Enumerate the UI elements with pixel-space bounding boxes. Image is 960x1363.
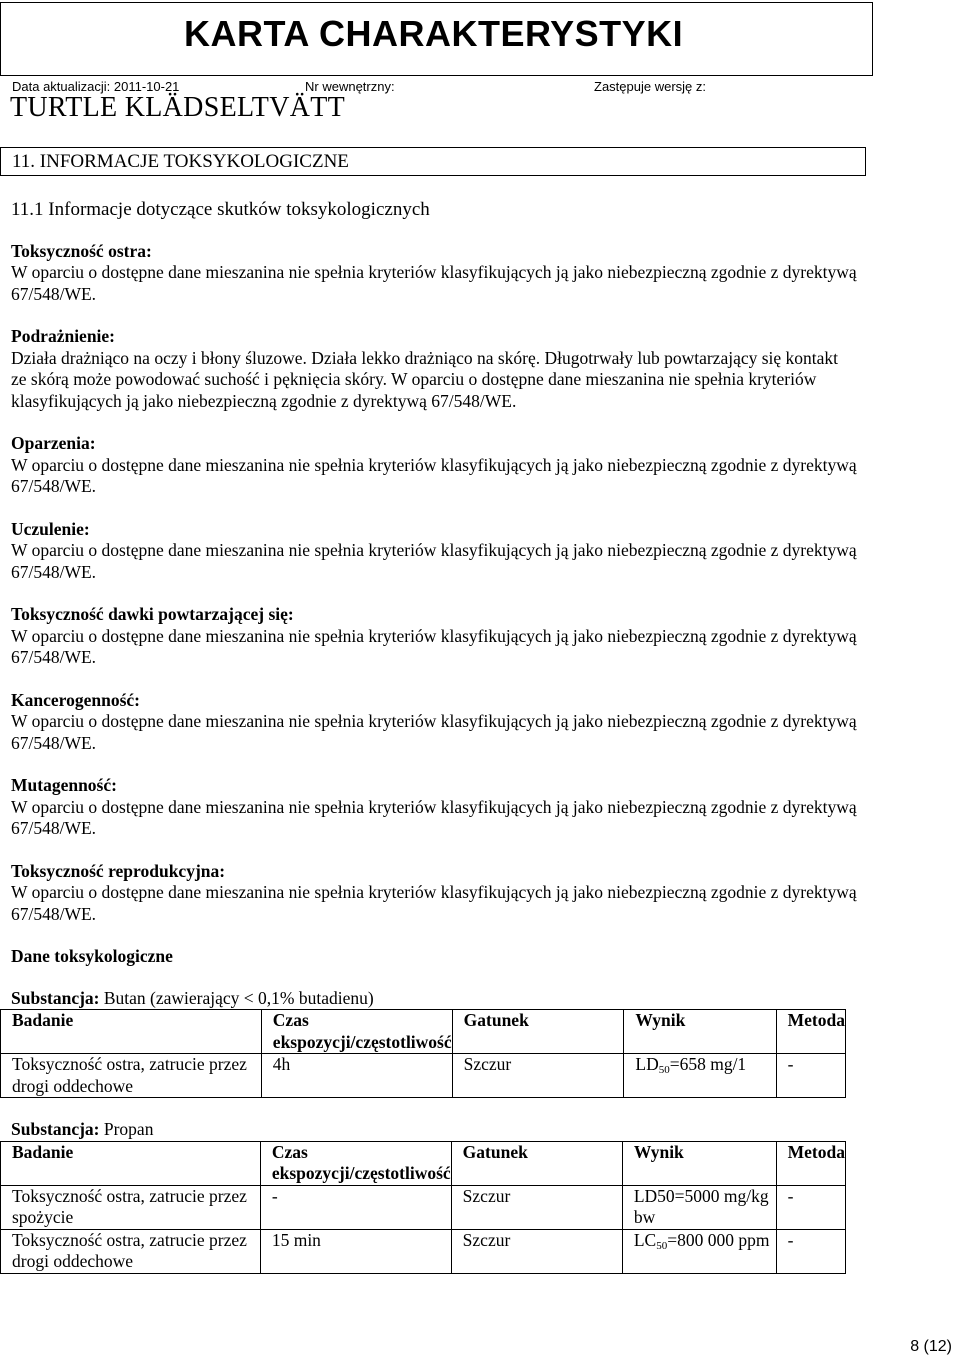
column-header: Badanie (1, 1141, 261, 1185)
block-text: W oparciu o dostępne dane mieszanina nie spełnia kryteriów klasyfikujących ją jako niebezpieczną zgodnie z dyrektywą 67/548/WE. (11, 540, 857, 582)
column-header: Wynik (624, 1010, 776, 1054)
page-number: 8 (12) (910, 1338, 952, 1355)
block-irritation (11, 326, 861, 412)
cell-test: Toksyczność ostra, zatrucie przez spożycie (1, 1185, 261, 1229)
content (11, 199, 861, 1274)
substance-name: Butan (zawierający < 0,1% butadienu) (103, 987, 374, 1008)
block-reproductive-toxicity (11, 861, 861, 926)
block-label: Mutagenność: (11, 775, 117, 795)
block-text: W oparciu o dostępne dane mieszanina nie spełnia kryteriów klasyfikujących ją jako niebezpieczną zgodnie z dyrektywą 67/548/WE. (11, 796, 857, 838)
block-label: Uczulenie: (11, 518, 90, 539)
tox-table-butane (0, 1009, 846, 1098)
block-label: Kancerogenność: (11, 689, 140, 710)
internal-number: Nr wewnętrzny: (305, 79, 395, 94)
document-title-box (0, 2, 873, 76)
result-suffix: =658 mg/1 (669, 1054, 747, 1074)
replaces-version: Zastępuje wersję z: (594, 79, 706, 94)
block-burns (11, 433, 861, 498)
column-header: Metoda (776, 1141, 845, 1185)
subsection-title: 11.1 Informacje dotyczące skutków toksykologicznych (11, 199, 430, 220)
substance-name: Propan (103, 1119, 154, 1139)
block-label: Podrażnienie: (11, 326, 116, 346)
cell-result (622, 1185, 776, 1229)
block-label: Toksyczność ostra: (11, 240, 152, 261)
column-header: Metoda (776, 1010, 845, 1054)
cell-method: - (776, 1185, 845, 1229)
table-header-row (1, 1141, 846, 1185)
tox-data-heading: Dane toksykologiczne (11, 946, 173, 966)
result-prefix: LD50=5000 mg/kg bw (633, 1185, 769, 1227)
cell-test: Toksyczność ostra, zatrucie przez drogi oddechowe (1, 1054, 262, 1098)
cell-method: - (776, 1229, 845, 1273)
cell-time: 4h (261, 1054, 452, 1098)
section-header-box (0, 147, 866, 176)
cell-time: - (260, 1185, 451, 1229)
table-row (1, 1054, 846, 1098)
column-header: Wynik (622, 1141, 776, 1185)
block-label: Toksyczność reprodukcyjna: (11, 860, 226, 881)
block-label: Toksyczność dawki powtarzającej się: (11, 604, 294, 624)
result-suffix: =800 000 ppm (667, 1229, 770, 1250)
cell-time: 15 min (260, 1229, 451, 1273)
block-text: W oparciu o dostępne dane mieszanina nie spełnia kryteriów klasyfikujących ją jako niebezpieczną zgodnie z dyrektywą 67/548/WE. (11, 262, 857, 304)
block-text: W oparciu o dostępne dane mieszanina nie spełnia kryteriów klasyfikujących ją jako niebezpieczną zgodnie z dyrektywą 67/548/WE. (11, 711, 857, 753)
column-header: Badanie (1, 1010, 262, 1054)
cell-result (622, 1229, 776, 1273)
block-text: W oparciu o dostępne dane mieszanina nie spełnia kryteriów klasyfikujących ją jako niebezpieczną zgodnie z dyrektywą 67/548/WE. (11, 882, 857, 924)
cell-species: Szczur (451, 1229, 622, 1273)
column-header: Czas ekspozycji/częstotliwość (260, 1141, 451, 1185)
block-label: Oparzenia: (11, 433, 96, 453)
cell-species: Szczur (451, 1185, 622, 1229)
column-header: Gatunek (451, 1141, 622, 1185)
result-subscript: 50 (658, 1064, 670, 1076)
block-mutagenicity (11, 775, 861, 840)
section-title: 11. INFORMACJE TOKSYKOLOGICZNE (12, 151, 349, 172)
block-text: Działa drażniąco na oczy i błony śluzowe. Działa lekko drażniąco na skórę. Długotrwały lub powtarzający się kontakt ze skórą może powodować suchość i pęknięcia skóry. W oparciu o dostępne dane mieszanina nie spełnia kryteriów klasyfikujących ją jako niebezpieczną zgodnie z dyrektywą 67/548/WE. (11, 347, 839, 411)
product-name: TURTLE KLÄDSELTVÄTT (10, 92, 346, 123)
substance-label: Substancja: (11, 1119, 100, 1139)
cell-method: - (776, 1054, 845, 1098)
block-acute-toxicity (11, 241, 861, 306)
substance-line (11, 988, 861, 1010)
block-sensitization (11, 519, 861, 584)
block-repeated-dose (11, 604, 861, 669)
cell-species: Szczur (452, 1054, 624, 1098)
table-row (1, 1185, 846, 1229)
update-date: Data aktualizacji: 2011-10-21 (12, 79, 180, 94)
column-header: Gatunek (452, 1010, 624, 1054)
substance-label: Substancja: (11, 987, 100, 1008)
substance-line (11, 1119, 861, 1141)
tox-table-propane (0, 1141, 846, 1274)
result-subscript: 50 (656, 1239, 668, 1252)
result-prefix: LD (635, 1054, 659, 1074)
result-prefix: LC (633, 1229, 657, 1250)
table-row (1, 1229, 846, 1273)
column-header: Czas ekspozycji/częstotliwość (261, 1010, 452, 1054)
document-title: KARTA CHARAKTERYSTYKI (184, 13, 684, 54)
table-header-row (1, 1010, 846, 1054)
cell-test: Toksyczność ostra, zatrucie przez drogi oddechowe (1, 1229, 261, 1273)
block-text: W oparciu o dostępne dane mieszanina nie spełnia kryteriów klasyfikujących ją jako niebezpieczną zgodnie z dyrektywą 67/548/WE. (11, 625, 857, 667)
block-text: W oparciu o dostępne dane mieszanina nie spełnia kryteriów klasyfikujących ją jako niebezpieczną zgodnie z dyrektywą 67/548/WE. (11, 454, 857, 496)
block-carcinogenicity (11, 690, 861, 755)
cell-result (624, 1054, 776, 1098)
